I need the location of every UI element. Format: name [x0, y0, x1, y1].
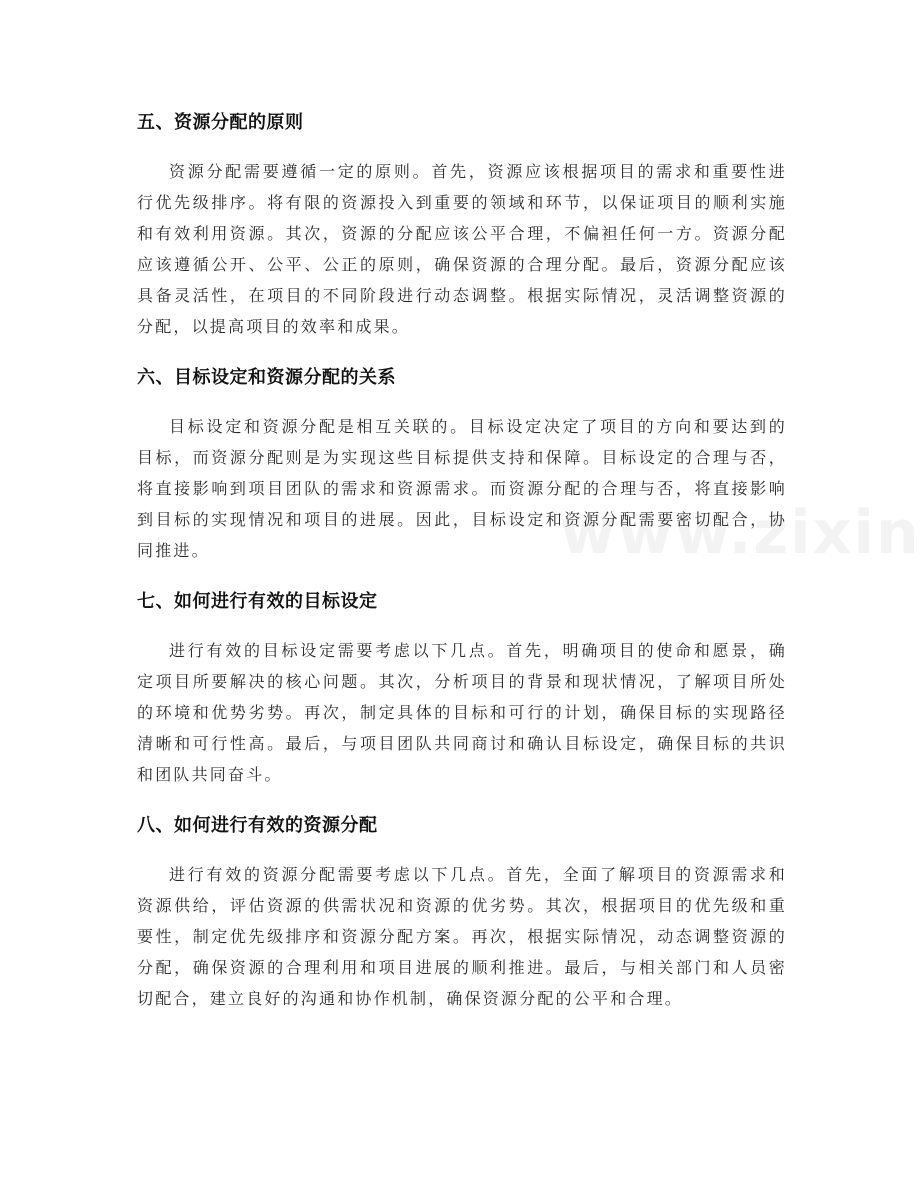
- section-body: 目标设定和资源分配是相互关联的。目标设定决定了项目的方向和要达到的目标，而资源分配则是为实现这些目标提供支持和保障。目标设定的合理与否，将直接影响到项目团队的需求和资源需求。而资源分配的合理与否，将直接影响到目标的实现情况和项目的进展。因此，目标设定和资源分配需要密切配合，协同推进。: [137, 417, 787, 560]
- section-heading: 六、目标设定和资源分配的关系: [137, 367, 396, 388]
- section-body: 进行有效的资源分配需要考虑以下几点。首先，全面了解项目的资源需求和资源供给，评估资源的供需状况和资源的优劣势。其次，根据项目的优先级和重要性，制定优先级排序和资源分配方案。再次，根据实际情况，动态调整资源的分配，确保资源的合理利用和项目进展的顺利推进。最后，与相关部门和人员密切配合，建立良好的沟通和协作机制，确保资源分配的公平和合理。: [137, 865, 787, 1008]
- section-heading: 八、如何进行有效的资源分配: [137, 815, 378, 836]
- document-content: [137, 104, 787, 1031]
- section-heading: 七、如何进行有效的目标设定: [137, 591, 378, 612]
- section-heading: 五、资源分配的原则: [137, 112, 304, 133]
- section-body: 进行有效的目标设定需要考虑以下几点。首先，明确项目的使命和愿景，确定项目所要解决的核心问题。其次，分析项目的背景和现状情况，了解项目所处的环境和优势劣势。再次，制定具体的目标和可行的计划，确保目标的实现路径清晰和可行性高。最后，与项目团队共同商讨和确认目标设定，确保目标的共识和团队共同奋斗。: [137, 641, 787, 784]
- section-goal-resource-relationship: [137, 359, 787, 566]
- section-effective-goal-setting: [137, 583, 787, 790]
- section-resource-allocation-principles: [137, 104, 787, 342]
- section-body: 资源分配需要遵循一定的原则。首先，资源应该根据项目的需求和重要性进行优先级排序。将有限的资源投入到重要的领域和环节，以保证项目的顺利实施和有效利用资源。其次，资源的分配应该公平合理，不偏袒任何一方。资源分配应该遵循公开、公平、公正的原则，确保资源的合理分配。最后，资源分配应该具备灵活性，在项目的不同阶段进行动态调整。根据实际情况，灵活调整资源的分配，以提高项目的效率和成果。: [137, 162, 787, 336]
- section-effective-resource-allocation: [137, 807, 787, 1014]
